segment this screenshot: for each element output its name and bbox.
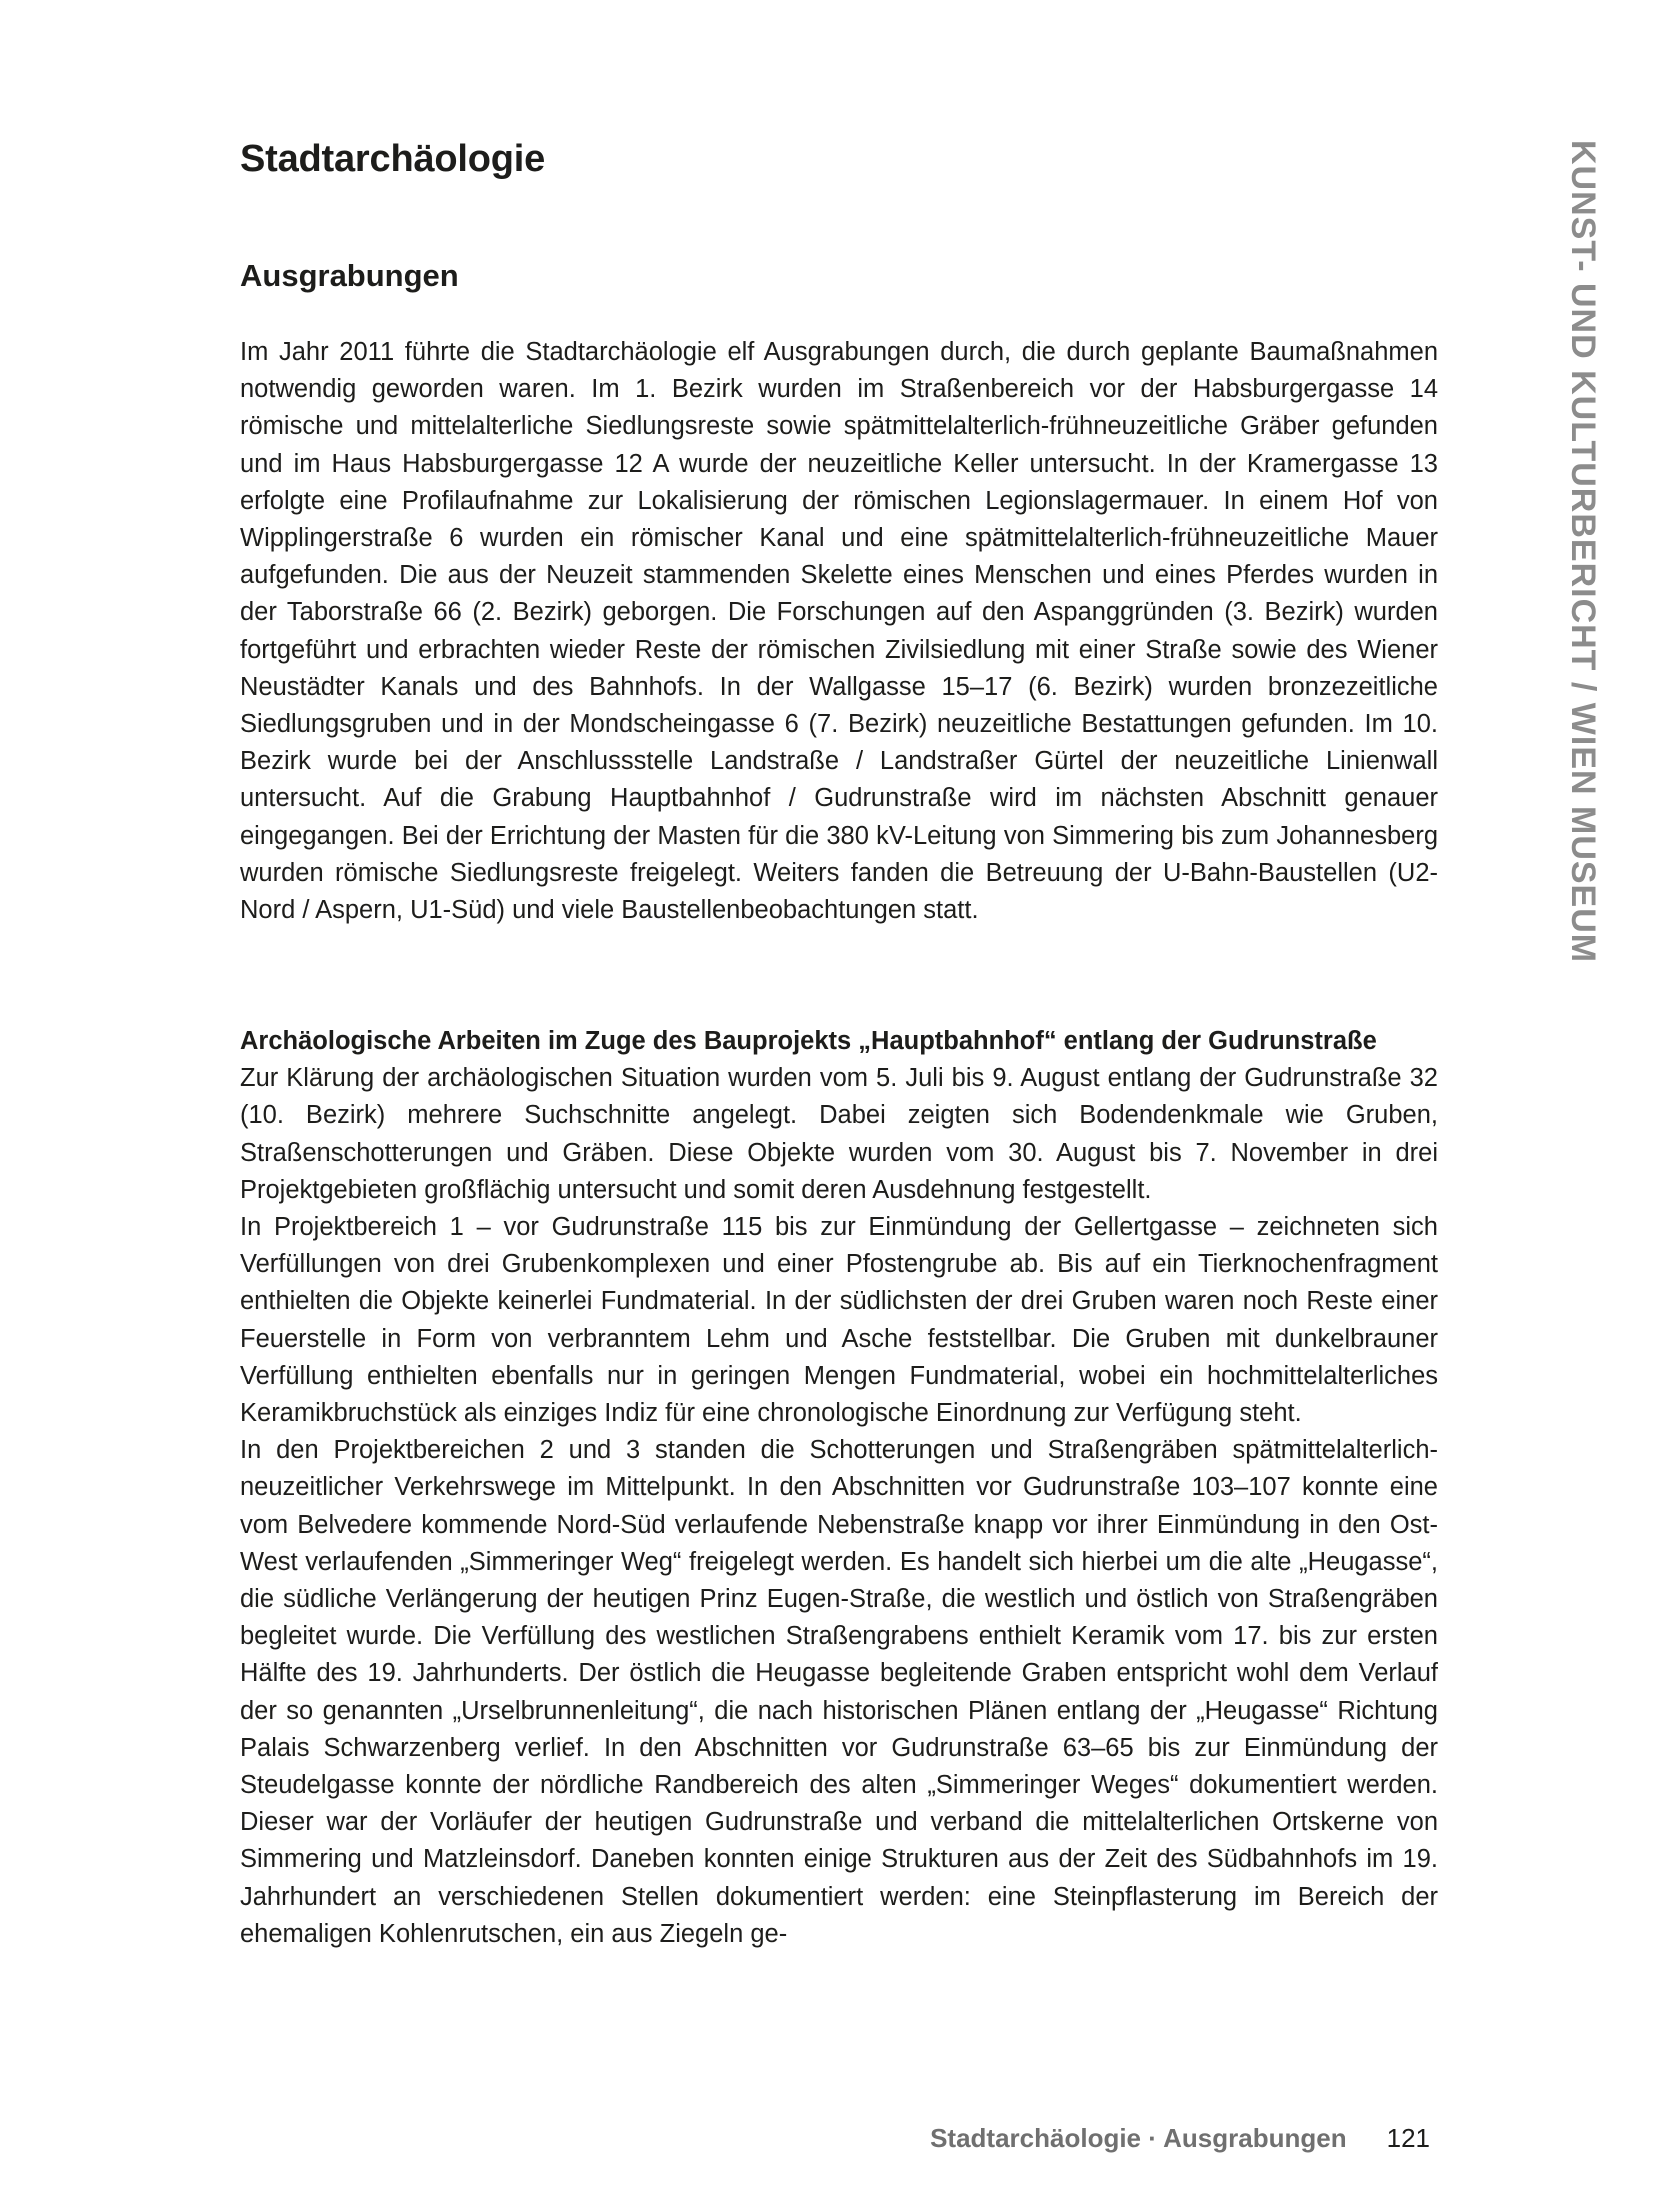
subsection xyxy=(240,1023,1438,1953)
subsection-paragraph: Zur Klärung der archäologischen Situation wurden vom 5. Juli bis 9. August entlang der Gudrunstraße 32 (10. Bezirk) mehrere Suchschnitte angelegt. Dabei zeigten sich Bodendenkmale wie Gruben, Straßenschotterungen und Gräben. Diese Objekte wurden vom 30. August bis 7. November in drei Projektgebieten großflächig untersucht und somit deren Ausdehnung festgestellt. xyxy=(240,1064,1438,1204)
side-title: KUNST- UND KULTURBERICHT / WIEN MUSEUM xyxy=(1564,140,1602,964)
page-number: 121 xyxy=(1386,2123,1430,2153)
intro-paragraph: Im Jahr 2011 führte die Stadtarchäologie elf Ausgrabungen durch, die durch geplante Baumaßnahmen notwendig geworden waren. Im 1. Bezirk wurden im Straßenbereich vor der Habsburgergasse 14 römische und mittelalterliche Siedlungsreste sowie spätmittelalterlich-frühneuzeitliche Gräber gefunden und im Haus Habsburgergasse 12 A wurde der neuzeitliche Keller untersucht. In der Kramergasse 13 erfolgte eine Profilaufnahme zur Lokalisierung der römischen Legionslagermauer. In einem Hof von Wipplingerstraße 6 wurden ein römischer Kanal und eine spätmittelalterlich-frühneuzeitliche Mauer aufgefunden. Die aus der Neuzeit stammenden Skelette eines Menschen und eines Pferdes wurden in der Taborstraße 66 (2. Bezirk) geborgen. Die Forschungen auf den Aspanggründen (3. Bezirk) wurden fortgeführt und erbrachten wieder Reste der römischen Zivilsiedlung mit einer Straße sowie des Wiener Neustädter Kanals und des Bahnhofs. In der Wallgasse 15–17 (6. Bezirk) wurden bronzezeitliche Siedlungsgruben und in der Mondscheingasse 6 (7. Bezirk) neuzeitliche Bestattungen gefunden. Im 10. Bezirk wurde bei der Anschlussstelle Landstraße / Landstraßer Gürtel der neuzeitliche Linienwall untersucht. Auf die Grabung Hauptbahnhof / Gudrunstraße wird im nächsten Abschnitt genauer eingegangen. Bei der Errichtung der Masten für die 380 kV-Leitung von Simmering bis zum Johannesberg wurden römische Siedlungsreste freigelegt. Weiters fanden die Betreuung der U-Bahn-Baustellen (U2-Nord / Aspern, U1-Süd) und viele Baustellenbeobachtungen statt. xyxy=(240,338,1438,925)
running-head: Stadtarchäologie · Ausgrabungen xyxy=(930,2123,1347,2153)
section-heading: Ausgrabungen xyxy=(240,258,459,293)
page-title: Stadtarchäologie xyxy=(240,138,546,180)
page-footer xyxy=(930,2123,1430,2154)
subsection-heading: Archäologische Arbeiten im Zuge des Bauprojekts „Hauptbahnhof“ entlang der Gudrunstraße xyxy=(240,1027,1377,1055)
subsection-paragraph: In Projektbereich 1 – vor Gudrunstraße 115 bis zur Einmündung der Gellertgasse – zeichneten sich Verfüllungen von drei Grubenkomplexen und einer Pfostengrube ab. Bis auf ein Tierknochenfragment enthielten die Objekte keinerlei Fundmaterial. In der südlichsten der drei Gruben waren noch Reste einer Feuerstelle in Form von verbranntem Lehm und Asche feststellbar. Die Gruben mit dunkelbrauner Verfüllung enthielten ebenfalls nur in geringen Mengen Fundmaterial, wobei ein hochmittelalterliches Keramikbruchstück als einziges Indiz für eine chronologische Einordnung zur Verfügung steht. xyxy=(240,1213,1438,1428)
subsection-paragraph: In den Projektbereichen 2 und 3 standen die Schotterungen und Straßengräben spätmittelalterlich-neuzeitlicher Verkehrswege im Mittelpunkt. In den Abschnitten vor Gudrunstraße 103–107 konnte eine vom Belvedere kommende Nord-Süd verlaufende Nebenstraße knapp vor ihrer Einmündung in den Ost-West verlaufenden „Simmeringer Weg“ freigelegt werden. Es handelt sich hierbei um die alte „Heugasse“, die südliche Verlängerung der heutigen Prinz Eugen-Straße, die westlich und östlich von Straßengräben begleitet wurde. Die Verfüllung des westlichen Straßengrabens enthielt Keramik vom 17. bis zur ersten Hälfte des 19. Jahrhunderts. Der östlich die Heugasse begleitende Graben entspricht wohl dem Verlauf der so genannten „Urselbrunnenleitung“, die nach historischen Plänen entlang der „Heugasse“ Richtung Palais Schwarzenberg verlief. In den Abschnitten vor Gudrunstraße 63–65 bis zur Einmündung der Steudelgasse konnte der nördliche Randbereich des alten „Simmeringer Weges“ dokumentiert werden. Dieser war der Vorläufer der heutigen Gudrunstraße und verband die mittelalterlichen Ortskerne von Simmering und Matzleinsdorf. Daneben konnten einige Strukturen aus der Zeit des Südbahnhofs im 19. Jahrhundert an verschiedenen Stellen dokumentiert werden: eine Steinpflasterung im Bereich der ehemaligen Kohlenrutschen, ein aus Ziegeln ge- xyxy=(240,1436,1438,1948)
